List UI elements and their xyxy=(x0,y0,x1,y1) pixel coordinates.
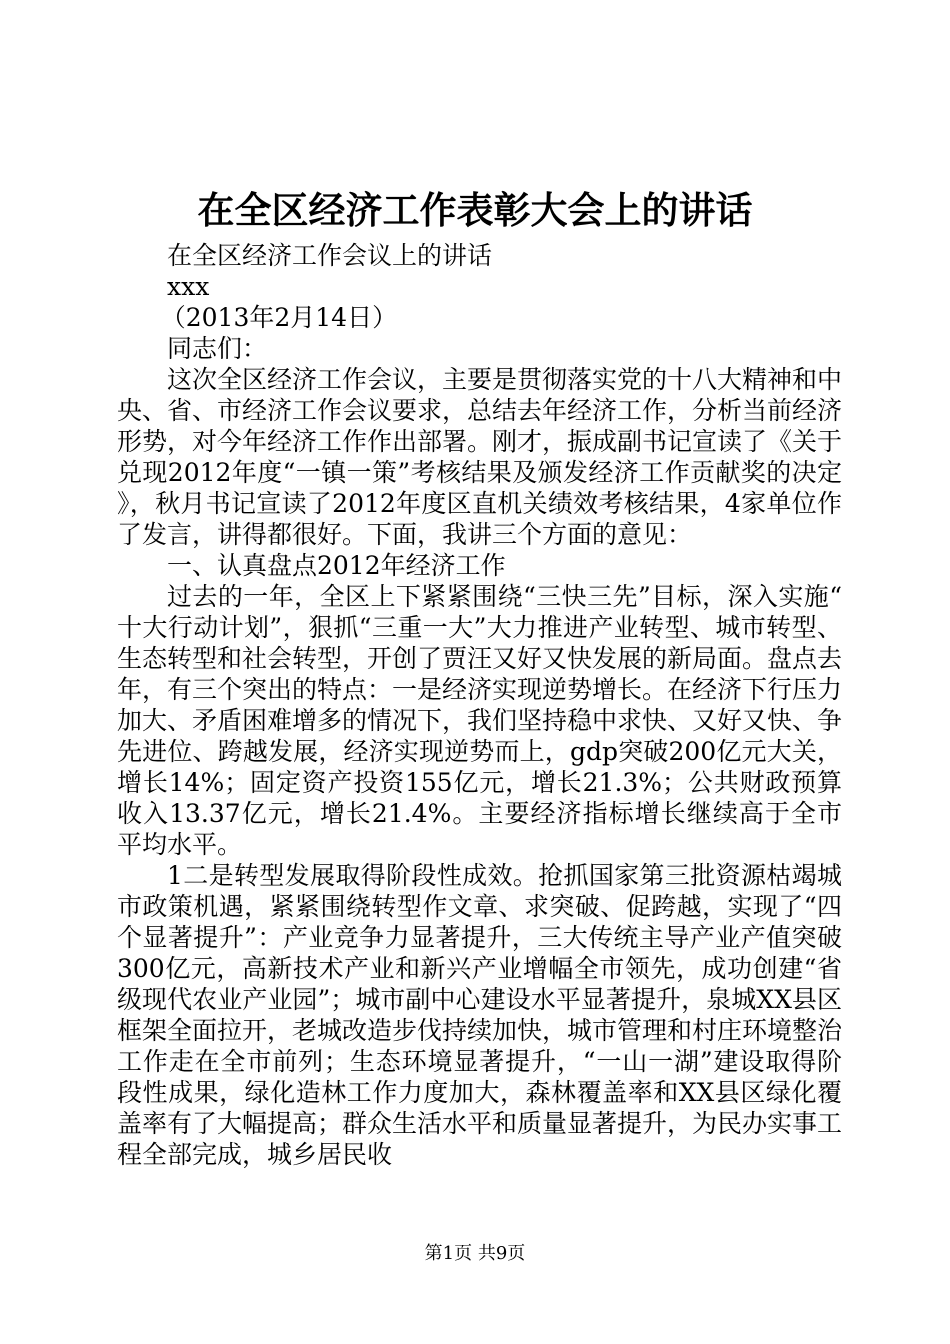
body-paragraph: 1二是转型发展取得阶段性成效。抢抓国家第三批资源枯竭城市政策机遇，紧紧围绕转型作文章、求突破、促跨越，实现了“四个显著提升”：产业竞争力显著提升，三大传统主导产业产值突破300亿元，高新技术产业和新兴产业增幅全市领先，成功创建“省级现代农业产业园”；城市副中心建设水平显著提升，泉城XX县区框架全面拉开，老城改造步伐持续加快，城市管理和村庄环境整治工作走在全市前列；生态环境显著提升，“一山一湖”建设取得阶段性成果，绿化造林工作力度加大，森林覆盖率和XX县区绿化覆盖率有了大幅提高；群众生活水平和质量显著提升，为民办实事工程全部完成，城乡居民收 xyxy=(117,861,843,1169)
document-title: 在全区经济工作表彰大会上的讲话 xyxy=(197,188,753,232)
page-footer: 第1页 共9页 xyxy=(424,1243,526,1264)
speaker-name: xxx xyxy=(167,272,210,301)
speech-heading: 在全区经济工作会议上的讲话 xyxy=(167,241,493,270)
section-heading: 一、认真盘点2012年经济工作 xyxy=(167,551,506,580)
speech-date: （2013年2月14日） xyxy=(160,303,398,332)
body-paragraph: 过去的一年，全区上下紧紧围绕“三快三先”目标，深入实施“十大行动计划”，狠抓“三重一大”大力推进产业转型、城市转型、生态转型和社会转型，开创了贾汪又好又快发展的新局面。盘点去年，有三个突出的特点：一是经济实现逆势增长。在经济下行压力加大、矛盾困难增多的情况下，我们坚持稳中求快、又好又快、争先进位、跨越发展，经济实现逆势而上，gdp突破200亿元大关，增长14%；固定资产投资155亿元，增长21.3%；公共财政预算收入13.37亿元，增长21.4%。主要经济指标增长继续高于全市平均水平。 xyxy=(117,582,843,859)
salutation: 同志们： xyxy=(167,334,268,363)
document-body xyxy=(117,240,842,1170)
body-paragraph: 这次全区经济工作会议，主要是贯彻落实党的十八大精神和中央、省、市经济工作会议要求，总结去年经济工作，分析当前经济形势，对今年经济工作作出部署。刚才，振成副书记宣读了《关于兑现2012年度“一镇一策”考核结果及颁发经济工作贡献奖的决定》，秋月书记宣读了2012年度区直机关绩效考核结果，4家单位作了发言，讲得都很好。下面，我讲三个方面的意见： xyxy=(117,365,843,549)
